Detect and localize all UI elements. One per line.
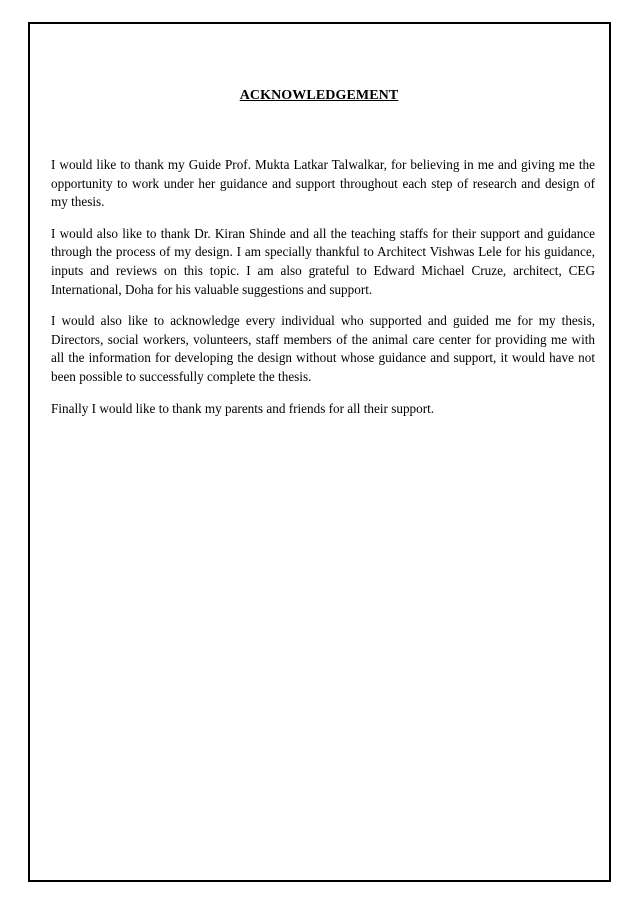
- paragraph-guide-thanks: I would like to thank my Guide Prof. Mukta Latkar Talwalkar, for believing in me and giving me the opportunity to work under her guidance and support throughout each step of research and design of my thesis.: [51, 157, 595, 210]
- document-heading: ACKNOWLEDGEMENT: [239, 88, 399, 103]
- paragraph-individuals-thanks: I would also like to acknowledge every individual who supported and guided me for my thesis, Directors, social workers, volunteers, staff members of the animal care center for providing me with all the information for developing the design without whose guidance and support, it would have not been possible to successfully complete the thesis.: [51, 313, 595, 384]
- paragraph-faculty-thanks: I would also like to thank Dr. Kiran Shinde and all the teaching staffs for their support and guidance through the process of my design. I am specially thankful to Architect Vishwas Lele for his guidance, inputs and reviews on this topic. I am also grateful to Edward Michael Cruze, architect, CEG International, Doha for his valuable suggestions and support.: [51, 225, 595, 297]
- document-body: [51, 156, 595, 431]
- page-border: [28, 22, 611, 882]
- paragraph-family-thanks: Finally I would like to thank my parents and friends for all their support.: [51, 400, 435, 416]
